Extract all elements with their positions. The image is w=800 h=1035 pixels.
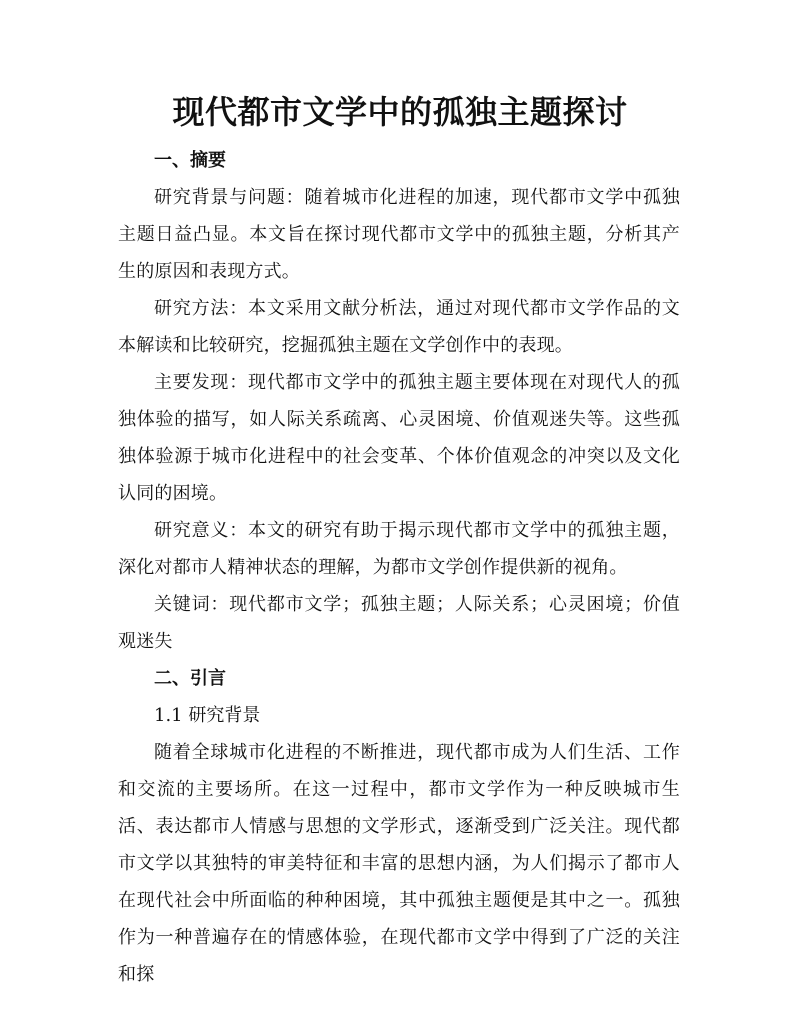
abstract-significance-paragraph: 研究意义：本文的研究有助于揭示现代都市文学中的孤独主题，深化对都市人精神状态的理解，为都市文学创作提供新的视角。 xyxy=(118,520,680,578)
introduction-paragraph: 随着全球城市化进程的不断推进，现代都市成为人们生活、工作和交流的主要场所。在这一过程中，都市文学作为一种反映城市生活、表达都市人情感与思想的文学形式，逐渐受到广泛关注。现代都市文学以其独特的审美特征和丰富的思想内涵，为人们揭示了都市人在现代社会中所面临的种种困境，其中孤独主题便是其中之一。孤独作为一种普遍存在的情感体验，在现代都市文学中得到了广泛的关注和探 xyxy=(118,742,680,985)
section-heading-abstract: 一、摘要 xyxy=(154,150,226,171)
abstract-method-paragraph: 研究方法：本文采用文献分析法，通过对现代都市文学作品的文本解读和比较研究，挖掘孤独主题在文学创作中的表现。 xyxy=(118,298,680,356)
keywords-paragraph: 关键词：现代都市文学；孤独主题；人际关系；心灵困境；价值观迷失 xyxy=(118,594,680,652)
document-title: 现代都市文学中的孤独主题探讨 xyxy=(172,93,628,131)
abstract-findings-paragraph: 主要发现：现代都市文学中的孤独主题主要体现在对现代人的孤独体验的描写，如人际关系疏离、心灵困境、价值观迷失等。这些孤独体验源于城市化进程中的社会变革、个体价值观念的冲突以及文化认同的困境。 xyxy=(118,372,680,504)
abstract-background-paragraph: 研究背景与问题：随着城市化进程的加速，现代都市文学中孤独主题日益凸显。本文旨在探讨现代都市文学中的孤独主题，分析其产生的原因和表现方式。 xyxy=(118,187,680,282)
document-body xyxy=(118,142,680,993)
section-heading-introduction: 二、引言 xyxy=(154,668,226,689)
subheading-research-background: 1.1 研究背景 xyxy=(154,705,261,726)
